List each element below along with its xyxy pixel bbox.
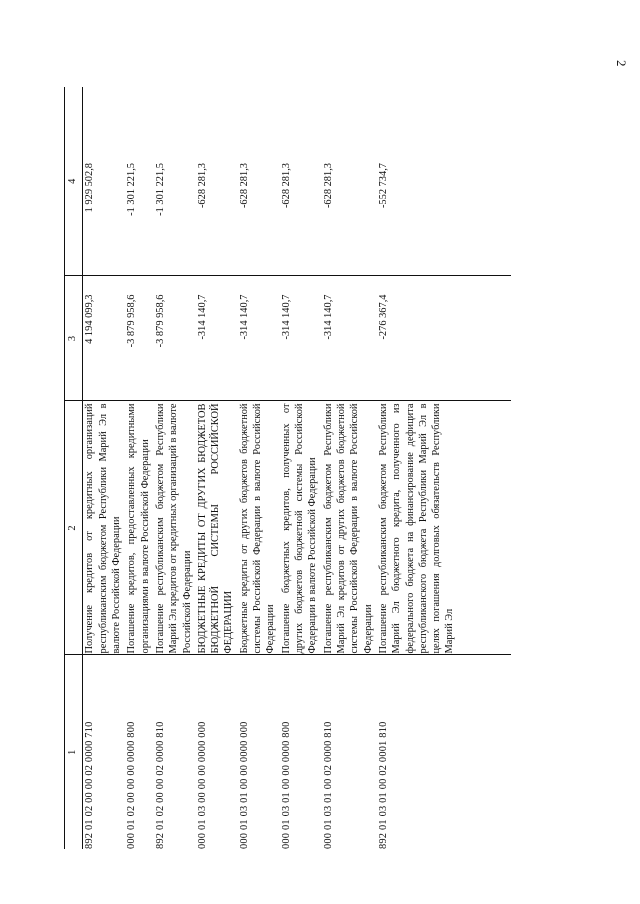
- header-col-1: 1: [65, 655, 83, 849]
- table-body: [83, 87, 511, 849]
- amount-col-4: -628 281,3: [196, 87, 238, 276]
- page-number: 2: [614, 60, 629, 67]
- item-name: Погашение республиканским бюджетом Республики Марий Эл кредитов от кредитных организаций в валюте Российской Федерации: [154, 401, 196, 655]
- table-row: [83, 87, 125, 849]
- amount-col-3: -276 367,4: [377, 276, 511, 401]
- budget-code: 000 01 03 01 00 02 0000 810: [322, 721, 334, 849]
- amount-col-4: -628 281,3: [322, 87, 377, 276]
- amount-col-4: -628 281,3: [280, 87, 322, 276]
- header-col-2: 2: [65, 401, 83, 655]
- amount-col-3: -314 140,7: [196, 276, 238, 401]
- amount-col-3: -314 140,7: [238, 276, 280, 401]
- table-row: [154, 87, 196, 849]
- budget-code: 892 01 02 00 00 02 0000 810: [154, 721, 166, 849]
- amount-col-4: -1 301 221,5: [154, 87, 196, 276]
- amount-col-4: -628 281,3: [238, 87, 280, 276]
- table-row: [196, 87, 238, 849]
- amount-col-3: -314 140,7: [280, 276, 322, 401]
- budget-code: 892 01 02 00 00 02 0000 710: [84, 721, 96, 849]
- item-name: Погашение бюджетных кредитов, полученных от других бюджетов бюджетной системы Российской Федерации в валюте Российской Федерации: [280, 401, 322, 655]
- table-header: [65, 87, 83, 849]
- budget-code: 000 01 02 00 00 00 0000 800: [126, 721, 138, 849]
- table-row: [125, 87, 154, 849]
- item-name: Погашение республиканским бюджетом Республики Марий Эл кредитов от других бюджетов бюджетной системы Российской Федерации в валюте Российской Федерации: [322, 401, 377, 655]
- table-row: [280, 87, 322, 849]
- budget-code: 892 01 03 01 00 02 0001 810: [377, 721, 389, 849]
- budget-code: 000 01 03 00 00 00 0000 000: [196, 721, 208, 849]
- budget-table-sheet: [64, 87, 584, 849]
- header-col-4: 4: [65, 87, 83, 276]
- amount-col-4: -1 301 221,5: [125, 87, 154, 276]
- budget-code: 000 01 03 01 00 00 0000 800: [280, 721, 292, 849]
- header-col-3: 3: [65, 276, 83, 401]
- item-name: Получение кредитов от кредитных организаций республиканским бюджетом Республики Марий Эл в валюте Российской Федерации: [83, 401, 125, 655]
- amount-col-3: -3 879 958,6: [125, 276, 154, 401]
- amount-col-3: -314 140,7: [322, 276, 377, 401]
- amount-col-4: 1 929 502,8: [83, 87, 125, 276]
- item-name: Погашение республиканским бюджетом Республики Марий Эл бюджетного кредита, полученного из федерального бюджета на финансирование дефицита республиканского бюджета Республики Марий Эл в целях погашения долговых обязательств Республики Марий Эл: [377, 401, 511, 655]
- table-row: [238, 87, 280, 849]
- amount-col-4: -552 734,7: [377, 87, 511, 276]
- amount-col-3: 4 194 099,3: [83, 276, 125, 401]
- table-row: [377, 87, 511, 849]
- amount-col-3: -3 879 958,6: [154, 276, 196, 401]
- item-name: БЮДЖЕТНЫЕ КРЕДИТЫ ОТ ДРУГИХ БЮДЖЕТОВ БЮДЖЕТНОЙ СИСТЕМЫ РОССИЙСКОЙ ФЕДЕРАЦИИ: [196, 401, 238, 655]
- table-row: [322, 87, 377, 849]
- item-name: Погашение кредитов, предоставленных кредитными организациями в валюте Российской Федерации: [125, 401, 154, 655]
- item-name: Бюджетные кредиты от других бюджетов бюджетной системы Российской Федерации в валюте Российской Федерации: [238, 401, 280, 655]
- budget-sources-table: [64, 87, 511, 849]
- budget-code: 000 01 03 01 00 00 0000 000: [238, 721, 250, 849]
- header-row: [65, 87, 83, 849]
